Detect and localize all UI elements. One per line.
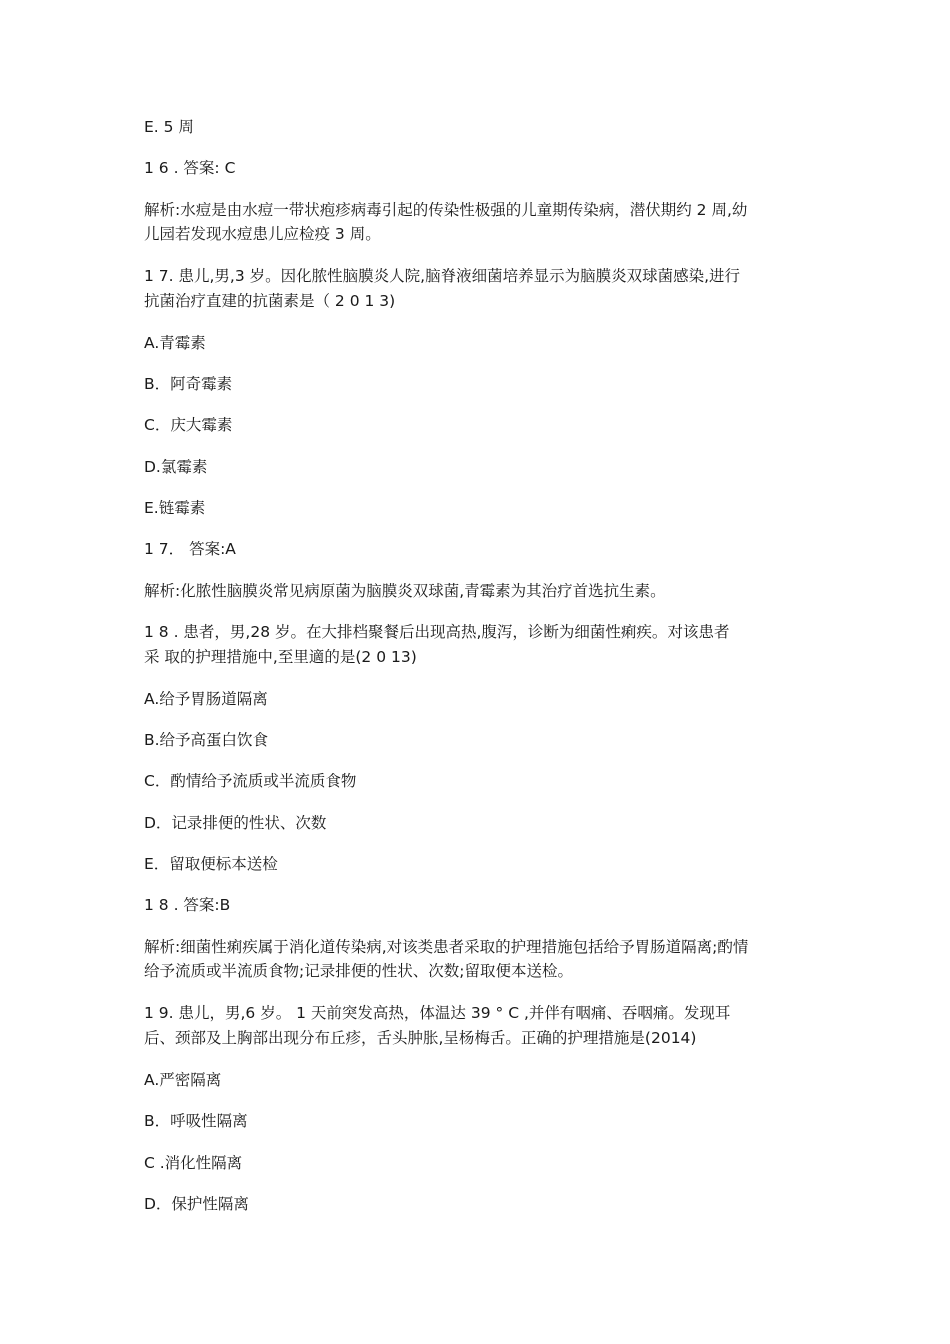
answer-q18: 1 8 . 答案:B — [144, 896, 231, 914]
question-q17-line2: 抗菌治疗直建的抗菌素是（ 2 0 1 3) — [144, 292, 396, 310]
analysis-q18-line1: 解析:细菌性痢疾属于消化道传染病,对该类患者采取的护理措施包括给予胃肠道隔离;酌情 — [144, 938, 749, 956]
answer-q16: 1 6 . 答案: C — [144, 159, 236, 177]
option-b-q18: B.给予高蛋白饮食 — [144, 731, 269, 749]
option-c-q17: C．庆大霉素 — [144, 416, 233, 434]
option-a-q17: A.青霉素 — [144, 334, 206, 352]
option-c-q18: C．酌情给予流质或半流质食物 — [144, 772, 357, 790]
analysis-q16-line2: 儿园若发现水痘患儿应检疫 3 周。 — [144, 225, 381, 243]
answer-q17: 1 7． 答案:A — [144, 540, 236, 558]
option-c-q19: C .消化性隔离 — [144, 1154, 243, 1172]
question-q19-line1: 1 9. 患儿，男,6 岁。 1 天前突发高热，体温达 39 ° C ,并伴有咽痛、吞咽痛。发现耳 — [144, 1004, 731, 1022]
option-b-q19: B．呼吸性隔离 — [144, 1112, 248, 1130]
option-a-q18: A.给予胃肠道隔离 — [144, 690, 268, 708]
option-e-q18: E．留取便标本送检 — [144, 855, 278, 873]
option-b-q17: B．阿奇霉素 — [144, 375, 233, 393]
option-d-q18: D．记录排便的性状、次数 — [144, 814, 327, 832]
option-d-q17: D.氯霉素 — [144, 458, 208, 476]
analysis-q17: 解析:化脓性脑膜炎常见病原菌为脑膜炎双球菌,青霉素为其治疗首选抗生素。 — [144, 582, 666, 600]
question-q17-line1: 1 7. 患儿,男,3 岁。因化脓性脑膜炎人院,脑脊液细菌培养显示为脑膜炎双球菌感染,进行 — [144, 267, 741, 285]
question-q18-line2: 采 取的护理措施中,至里適的是(2 0 13) — [144, 648, 417, 666]
option-a-q19: A.严密隔离 — [144, 1071, 222, 1089]
option-e-q15: E. 5 周 — [144, 118, 194, 136]
analysis-q18-line2: 给予流质或半流质食物;记录排便的性状、次数;留取便本送检。 — [144, 962, 573, 980]
option-e-q17: E.链霉素 — [144, 499, 206, 517]
analysis-q16-line1: 解析:水痘是由水痘一带状疱疹病毒引起的传染性极强的儿童期传染病，潜伏期约 2 周,幼 — [144, 201, 748, 219]
option-d-q19: D．保护性隔离 — [144, 1195, 249, 1213]
question-q19-line2: 后、颈部及上胸部出现分布丘疹，舌头肿胀,呈杨梅舌。正确的护理措施是(2014) — [144, 1029, 697, 1047]
question-q18-line1: 1 8 . 患者，男,28 岁。在大排档聚餐后出现高热,腹泻，诊断为细菌性痢疾。对该患者 — [144, 623, 730, 641]
